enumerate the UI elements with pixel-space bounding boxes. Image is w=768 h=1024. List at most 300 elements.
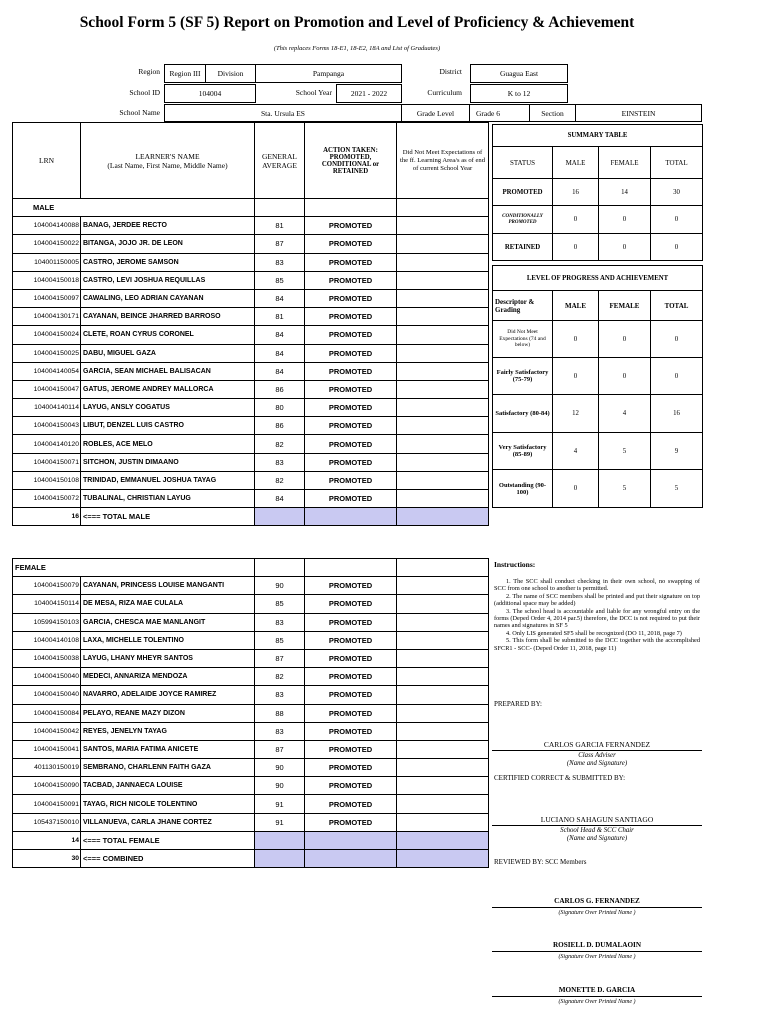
learner-name-cell: BANAG, JERDEE RECTO xyxy=(81,217,255,235)
female-section-row xyxy=(13,559,489,577)
action-cell: PROMOTED xyxy=(305,289,397,307)
general-average-cell: 87 xyxy=(255,649,305,667)
progress-descriptor: Very Satisfactory (85-89) xyxy=(493,433,553,470)
male-section-row xyxy=(13,199,489,217)
learner-name-cell: SITCHON, JUSTIN DIMAANO xyxy=(81,453,255,471)
general-average-cell: 90 xyxy=(255,777,305,795)
table-row xyxy=(13,686,489,704)
summary-male: 0 xyxy=(553,234,599,261)
empty-cell xyxy=(305,559,397,577)
not-meet-cell xyxy=(397,613,489,631)
school-id-label: School ID xyxy=(129,88,160,97)
progress-male: 12 xyxy=(553,395,599,433)
progress-male: 4 xyxy=(553,433,599,470)
adviser-role: Class Adviser xyxy=(578,752,616,759)
lrn-cell: 104004140108 xyxy=(13,631,81,649)
school-year-label: School Year xyxy=(295,88,332,97)
progress-female: 4 xyxy=(599,395,651,433)
learner-name-cell: CAYANAN, BEINCE JHARRED BARROSO xyxy=(81,308,255,326)
action-cell: PROMOTED xyxy=(305,380,397,398)
not-meet-cell xyxy=(397,435,489,453)
instructions-label: Instructions: xyxy=(494,560,536,569)
general-average-cell: 85 xyxy=(255,595,305,613)
not-meet-cell xyxy=(397,380,489,398)
section-value: EINSTEIN xyxy=(576,104,702,122)
learner-name-cell: ROBLES, ACE MELO xyxy=(81,435,255,453)
lrn-cell: 104004150018 xyxy=(13,271,81,289)
summary-status: PROMOTED xyxy=(493,179,553,206)
member-2-name: ROSIELL D. DUMALAOIN xyxy=(552,941,642,949)
action-cell: PROMOTED xyxy=(305,435,397,453)
member-3-line xyxy=(492,996,702,997)
school-id-value: 104004 xyxy=(164,84,256,103)
instruction-item: 5. This form shall be submitted to the DCC together with the accomplished SFCR1 - SCC- (Deped Order 11, 2018, page 11) xyxy=(494,637,700,652)
shaded-cell xyxy=(397,850,489,868)
summary-row xyxy=(493,206,703,234)
member-3-sub: (Signature Over Printed Name ) xyxy=(558,999,636,1005)
not-meet-cell xyxy=(397,253,489,271)
progress-descriptor: Did Not Meet Expectations (74 and below) xyxy=(493,321,553,358)
not-meet-cell xyxy=(397,417,489,435)
action-cell: PROMOTED xyxy=(305,631,397,649)
not-meet-cell xyxy=(397,704,489,722)
table-row xyxy=(13,326,489,344)
action-cell: PROMOTED xyxy=(305,217,397,235)
lrn-cell: 104004150090 xyxy=(13,777,81,795)
general-average-cell: 83 xyxy=(255,453,305,471)
total-female-row xyxy=(13,831,489,849)
progress-total: 0 xyxy=(651,358,703,395)
shaded-cell xyxy=(305,850,397,868)
progress-row xyxy=(493,321,703,358)
summary-header: FEMALE xyxy=(599,147,651,179)
lrn-cell: 104004150114 xyxy=(13,595,81,613)
school-name-value: Sta. Ursula ES xyxy=(164,104,402,122)
progress-total: 0 xyxy=(651,321,703,358)
lrn-cell: 104004150041 xyxy=(13,740,81,758)
page-title: School Form 5 (SF 5) Report on Promotion and Level of Proficiency & Achievement xyxy=(79,14,635,31)
table-row xyxy=(13,362,489,380)
summary-row xyxy=(493,179,703,206)
shaded-cell xyxy=(255,508,305,526)
not-meet-cell xyxy=(397,308,489,326)
general-average-cell: 83 xyxy=(255,253,305,271)
progress-male: 0 xyxy=(553,358,599,395)
empty-cell xyxy=(397,559,489,577)
division-value: Pampanga xyxy=(256,64,402,83)
learner-name-cell: TACBAD, JANNAECA LOUISE xyxy=(81,777,255,795)
action-cell: PROMOTED xyxy=(305,490,397,508)
table-row xyxy=(13,471,489,489)
summary-header: STATUS xyxy=(493,147,553,179)
summary-status: RETAINED xyxy=(493,234,553,261)
summary-female: 0 xyxy=(599,206,651,234)
general-average-cell: 80 xyxy=(255,399,305,417)
general-average-cell: 91 xyxy=(255,795,305,813)
not-meet-cell xyxy=(397,777,489,795)
not-meet-cell xyxy=(397,759,489,777)
table-row xyxy=(13,704,489,722)
summary-total: 0 xyxy=(651,234,703,261)
table-row xyxy=(13,380,489,398)
lrn-cell: 104004150024 xyxy=(13,326,81,344)
combined-row-label: <=== COMBINED xyxy=(81,850,255,868)
learner-name-cell: BITANGA, JOJO JR. DE LEON xyxy=(81,235,255,253)
table-row xyxy=(13,595,489,613)
progress-table xyxy=(492,265,703,508)
general-average-cell: 84 xyxy=(255,362,305,380)
not-meet-cell xyxy=(397,326,489,344)
general-average-cell: 87 xyxy=(255,740,305,758)
combined-row xyxy=(13,850,489,868)
learner-name-cell: SANTOS, MARIA FATIMA ANICETE xyxy=(81,740,255,758)
table-row xyxy=(13,490,489,508)
lrn-cell: 104004140114 xyxy=(13,399,81,417)
learner-name-cell: CASTRO, LEVI JOSHUA REQUILLAS xyxy=(81,271,255,289)
shaded-cell xyxy=(397,508,489,526)
progress-total: 5 xyxy=(651,470,703,508)
section-label: Section xyxy=(530,104,576,122)
shaded-cell xyxy=(397,831,489,849)
table-row xyxy=(13,668,489,686)
member-1-sub: (Signature Over Printed Name ) xyxy=(558,910,636,916)
learner-name-cell: TRINIDAD, EMMANUEL JOSHUA TAYAG xyxy=(81,471,255,489)
table-row xyxy=(13,777,489,795)
learner-name-cell: VILLANUEVA, CARLA JHANE CORTEZ xyxy=(81,813,255,831)
instruction-item: 4. Only LIS generated SF5 shall be recognized (DO 11, 2018, page 7) xyxy=(506,629,682,637)
member-1-name: CARLOS G. FERNANDEZ xyxy=(554,897,640,905)
lrn-cell: 104004150079 xyxy=(13,577,81,595)
adviser-sub: (Name and Signature) xyxy=(566,760,628,767)
lrn-cell: 104004150072 xyxy=(13,490,81,508)
table-row xyxy=(13,453,489,471)
progress-descriptor: Outstanding (90-100) xyxy=(493,470,553,508)
table-row xyxy=(13,399,489,417)
lrn-cell: 104004150084 xyxy=(13,704,81,722)
empty-cell xyxy=(305,199,397,217)
table-row xyxy=(13,235,489,253)
lrn-cell: 401130150019 xyxy=(13,759,81,777)
not-meet-cell xyxy=(397,235,489,253)
empty-cell xyxy=(397,199,489,217)
shaded-cell xyxy=(305,508,397,526)
table-row xyxy=(13,308,489,326)
progress-female: 0 xyxy=(599,321,651,358)
not-meet-cell xyxy=(397,344,489,362)
shaded-cell xyxy=(305,831,397,849)
not-meet-cell xyxy=(397,471,489,489)
table-row xyxy=(13,435,489,453)
summary-male: 0 xyxy=(553,206,599,234)
adviser-signature-line xyxy=(492,750,702,751)
learner-name-cell: CASTRO, JEROME SAMSON xyxy=(81,253,255,271)
certified-label: CERTIFIED CORRECT & SUBMITTED BY: xyxy=(494,774,626,782)
region-value: Region III xyxy=(164,64,206,83)
instructions-list xyxy=(494,578,700,652)
action-cell: PROMOTED xyxy=(305,253,397,271)
general-average-cell: 84 xyxy=(255,344,305,362)
progress-row xyxy=(493,395,703,433)
table-row xyxy=(13,649,489,667)
action-cell: PROMOTED xyxy=(305,649,397,667)
not-meet-cell xyxy=(397,271,489,289)
action-cell: PROMOTED xyxy=(305,740,397,758)
general-average-cell: 88 xyxy=(255,704,305,722)
not-meet-cell xyxy=(397,490,489,508)
reviewed-label: REVIEWED BY: SCC Members xyxy=(494,858,587,866)
action-cell: PROMOTED xyxy=(305,704,397,722)
progress-header: Descriptor & Grading xyxy=(493,291,553,321)
head-name: LUCIANO SAHAGUN SANTIAGO xyxy=(540,815,654,824)
action-cell: PROMOTED xyxy=(305,326,397,344)
action-cell: PROMOTED xyxy=(305,668,397,686)
progress-header: TOTAL xyxy=(651,291,703,321)
table-row xyxy=(13,759,489,777)
lrn-cell: 104004150040 xyxy=(13,686,81,704)
action-cell: PROMOTED xyxy=(305,722,397,740)
progress-header: FEMALE xyxy=(599,291,651,321)
learner-name-cell: CLETE, ROAN CYRUS CORONEL xyxy=(81,326,255,344)
action-cell: PROMOTED xyxy=(305,777,397,795)
action-cell: PROMOTED xyxy=(305,471,397,489)
progress-descriptor: Fairly Satisfactory (75-79) xyxy=(493,358,553,395)
general-average-cell: 82 xyxy=(255,435,305,453)
learner-name-cell: SEMBRANO, CHARLENN FAITH GAZA xyxy=(81,759,255,777)
instruction-item: 3. The school head is accountable and liable for any wrongful entry on the forms (Deped Order 4, 2014 par.5) therefore, the DCC is not required to put their names and signatures in SF 5 xyxy=(494,607,700,630)
learner-name-cell: LAYUG, LHANY MHEYR SANTOS xyxy=(81,649,255,667)
learner-name-cell: CAYANAN, PRINCESS LOUISE MANGANTI xyxy=(81,577,255,595)
combined-row-count: 30 xyxy=(13,850,81,868)
table-row xyxy=(13,813,489,831)
empty-cell xyxy=(255,199,305,217)
general-average-cell: 85 xyxy=(255,271,305,289)
empty-cell xyxy=(255,559,305,577)
lrn-cell: 104004150040 xyxy=(13,668,81,686)
lrn-cell: 104004150047 xyxy=(13,380,81,398)
male-learners-table xyxy=(12,122,489,526)
school-name-label: School Name xyxy=(119,108,160,117)
progress-male: 0 xyxy=(553,321,599,358)
not-meet-cell xyxy=(397,631,489,649)
learner-name-cell: GATUS, JEROME ANDREY MALLORCA xyxy=(81,380,255,398)
table-row xyxy=(13,217,489,235)
shaded-cell xyxy=(255,850,305,868)
progress-header: MALE xyxy=(553,291,599,321)
table-row xyxy=(13,271,489,289)
summary-total: 0 xyxy=(651,206,703,234)
lrn-cell: 105994150103 xyxy=(13,613,81,631)
general-average-cell: 90 xyxy=(255,577,305,595)
summary-table xyxy=(492,124,703,261)
action-cell: PROMOTED xyxy=(305,795,397,813)
general-average-cell: 81 xyxy=(255,217,305,235)
action-cell: PROMOTED xyxy=(305,417,397,435)
action-cell: PROMOTED xyxy=(305,344,397,362)
not-meet-cell xyxy=(397,668,489,686)
action-cell: PROMOTED xyxy=(305,362,397,380)
table-row xyxy=(13,613,489,631)
head-sub: (Name and Signature) xyxy=(566,835,628,842)
progress-row xyxy=(493,470,703,508)
lrn-cell: 104004150022 xyxy=(13,235,81,253)
lrn-cell: 104001150005 xyxy=(13,253,81,271)
general-average-cell: 82 xyxy=(255,471,305,489)
progress-female: 5 xyxy=(599,470,651,508)
grade-level-value: Grade 6 xyxy=(470,104,530,122)
total-female-row-count: 14 xyxy=(13,831,81,849)
table-row xyxy=(13,795,489,813)
not-meet-cell xyxy=(397,289,489,307)
action-cell: PROMOTED xyxy=(305,813,397,831)
total-male-row-count: 16 xyxy=(13,508,81,526)
progress-female: 0 xyxy=(599,358,651,395)
not-meet-cell xyxy=(397,740,489,758)
learner-name-cell: CAWALING, LEO ADRIAN CAYANAN xyxy=(81,289,255,307)
progress-row xyxy=(493,433,703,470)
summary-row xyxy=(493,234,703,261)
total-male-row-label: <=== TOTAL MALE xyxy=(81,508,255,526)
col-name-title: LEARNER'S NAME xyxy=(135,151,200,161)
member-1-line xyxy=(492,907,702,908)
female-label: FEMALE xyxy=(13,559,255,577)
adviser-name: CARLOS GARCIA FERNANDEZ xyxy=(543,740,651,749)
not-meet-cell xyxy=(397,813,489,831)
summary-status: CONDITIONALLY PROMOTED xyxy=(493,206,553,234)
head-role: School Head & SCC Chair xyxy=(560,827,634,834)
col-action: ACTION TAKEN: PROMOTED, CONDITIONAL or RETAINED xyxy=(305,123,397,199)
learner-name-cell: GARCIA, SEAN MICHAEL BALISACAN xyxy=(81,362,255,380)
general-average-cell: 90 xyxy=(255,759,305,777)
member-2-line xyxy=(492,951,702,952)
lrn-cell: 104004150108 xyxy=(13,471,81,489)
general-average-cell: 82 xyxy=(255,668,305,686)
action-cell: PROMOTED xyxy=(305,686,397,704)
page-subtitle: (This replaces Forms 18-E1, 18-E2, 18A and List of Graduates) xyxy=(273,45,441,52)
learner-name-cell: PELAYO, REANE MAZY DIZON xyxy=(81,704,255,722)
lrn-cell: 104004150091 xyxy=(13,795,81,813)
table-row xyxy=(13,740,489,758)
summary-header: MALE xyxy=(553,147,599,179)
progress-total: 9 xyxy=(651,433,703,470)
table-row xyxy=(13,577,489,595)
action-cell: PROMOTED xyxy=(305,271,397,289)
table-row xyxy=(13,344,489,362)
action-cell: PROMOTED xyxy=(305,235,397,253)
lrn-cell: 104004130171 xyxy=(13,308,81,326)
progress-total: 16 xyxy=(651,395,703,433)
lrn-cell: 104004140120 xyxy=(13,435,81,453)
general-average-cell: 86 xyxy=(255,380,305,398)
not-meet-cell xyxy=(397,722,489,740)
table-row xyxy=(13,722,489,740)
member-2-sub: (Signature Over Printed Name ) xyxy=(558,954,636,960)
general-average-cell: 84 xyxy=(255,490,305,508)
lrn-cell: 104004150042 xyxy=(13,722,81,740)
lrn-cell: 104004140054 xyxy=(13,362,81,380)
general-average-cell: 84 xyxy=(255,326,305,344)
head-signature-line xyxy=(492,825,702,826)
table-row xyxy=(13,289,489,307)
general-average-cell: 83 xyxy=(255,722,305,740)
total-male-row xyxy=(13,508,489,526)
instruction-item: 2. The name of SCC members shall be printed and put their signature on top (additional space may be added) xyxy=(494,592,700,608)
prepared-by-label: PREPARED BY: xyxy=(494,700,542,708)
total-female-row-label: <=== TOTAL FEMALE xyxy=(81,831,255,849)
col-lrn: LRN xyxy=(13,123,81,199)
summary-total: 30 xyxy=(651,179,703,206)
summary-header: TOTAL xyxy=(651,147,703,179)
female-learners-table xyxy=(12,558,489,868)
not-meet-cell xyxy=(397,795,489,813)
not-meet-cell xyxy=(397,577,489,595)
not-meet-cell xyxy=(397,453,489,471)
learner-name-cell: TAYAG, RICH NICOLE TOLENTINO xyxy=(81,795,255,813)
general-average-cell: 91 xyxy=(255,813,305,831)
male-label: MALE xyxy=(13,199,255,217)
district-label: District xyxy=(439,67,462,76)
shaded-cell xyxy=(255,831,305,849)
progress-female: 5 xyxy=(599,433,651,470)
not-meet-cell xyxy=(397,649,489,667)
lrn-cell: 105437150010 xyxy=(13,813,81,831)
action-cell: PROMOTED xyxy=(305,595,397,613)
region-label: Region xyxy=(138,67,160,76)
grade-level-label: Grade Level xyxy=(402,104,470,122)
table-row xyxy=(13,417,489,435)
general-average-cell: 87 xyxy=(255,235,305,253)
lrn-cell: 104004150025 xyxy=(13,344,81,362)
action-cell: PROMOTED xyxy=(305,308,397,326)
division-label: Division xyxy=(206,64,256,83)
general-average-cell: 81 xyxy=(255,308,305,326)
lrn-cell: 104004150071 xyxy=(13,453,81,471)
school-year-value: 2021 - 2022 xyxy=(336,84,402,103)
instruction-item: 1. The SCC shall conduct checking in their own school, no swapping of SCC from one school to another is permitted. xyxy=(494,578,700,593)
learner-name-cell: DABU, MIGUEL GAZA xyxy=(81,344,255,362)
action-cell: PROMOTED xyxy=(305,577,397,595)
not-meet-cell xyxy=(397,686,489,704)
learner-name-cell: TUBALINAL, CHRISTIAN LAYUG xyxy=(81,490,255,508)
summary-female: 14 xyxy=(599,179,651,206)
learner-name-cell: LAYUG, ANSLY COGATUS xyxy=(81,399,255,417)
progress-title: LEVEL OF PROGRESS AND ACHIEVEMENT xyxy=(493,266,703,291)
learner-name-cell: LAXA, MICHELLE TOLENTINO xyxy=(81,631,255,649)
learner-name-cell: LIBUT, DENZEL LUIS CASTRO xyxy=(81,417,255,435)
col-name-sub: (Last Name, First Name, Middle Name) xyxy=(107,160,228,170)
action-cell: PROMOTED xyxy=(305,613,397,631)
col-name xyxy=(81,123,255,199)
lrn-cell: 104004150043 xyxy=(13,417,81,435)
learner-name-cell: GARCIA, CHESCA MAE MANLANGIT xyxy=(81,613,255,631)
lrn-cell: 104004140088 xyxy=(13,217,81,235)
learner-name-cell: MEDECI, ANNARIZA MENDOZA xyxy=(81,668,255,686)
not-meet-cell xyxy=(397,362,489,380)
learner-name-cell: DE MESA, RIZA MAE CULALA xyxy=(81,595,255,613)
lrn-cell: 104004150038 xyxy=(13,649,81,667)
summary-title: SUMMARY TABLE xyxy=(493,125,703,147)
learner-name-cell: NAVARRO, ADELAIDE JOYCE RAMIREZ xyxy=(81,686,255,704)
general-average-cell: 86 xyxy=(255,417,305,435)
col-general-average: GENERAL AVERAGE xyxy=(255,123,305,199)
curriculum-label: Curriculum xyxy=(427,88,462,97)
district-value: Guagua East xyxy=(470,64,568,83)
not-meet-cell xyxy=(397,217,489,235)
progress-descriptor: Satisfactory (80-84) xyxy=(493,395,553,433)
general-average-cell: 83 xyxy=(255,686,305,704)
col-not-meet: Did Not Meet Expectations of the ff. Learning Area/s as of end of current School Year xyxy=(397,123,489,199)
member-3-name: MONETTE D. GARCIA xyxy=(558,986,636,994)
lrn-cell: 104004150097 xyxy=(13,289,81,307)
